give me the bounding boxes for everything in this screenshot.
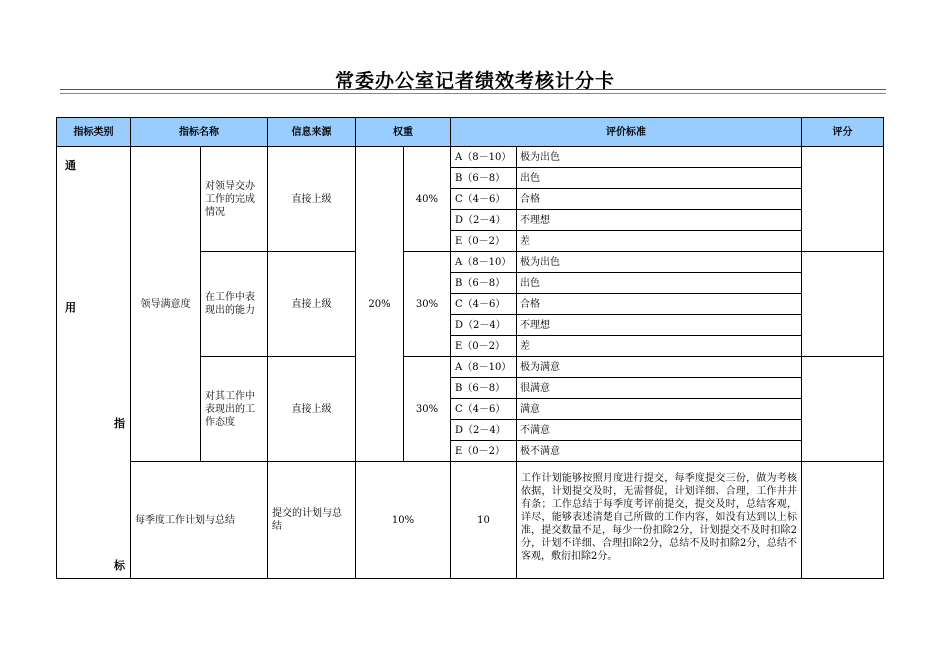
header-row (57, 118, 884, 147)
item-source: 直接上级 (268, 147, 356, 252)
level-desc: 极为出色 (517, 252, 802, 273)
title-rule-bottom (60, 93, 886, 94)
plan-row (57, 462, 884, 579)
level-desc: 极为出色 (517, 147, 802, 168)
plan-name: 每季度工作计划与总结 (131, 462, 268, 579)
level-range: E（0－2） (451, 441, 517, 462)
category-char: 通 (65, 159, 76, 172)
scorecard-table (56, 117, 884, 579)
level-range: C（4－6） (451, 189, 517, 210)
item-name: 在工作中表现出的能力 (201, 252, 268, 357)
header-name: 指标名称 (131, 118, 268, 147)
item-name: 对其工作中表现出的工作态度 (201, 357, 268, 462)
level-range: A（8－10） (451, 147, 517, 168)
score-input-cell[interactable] (802, 147, 884, 252)
level-range: D（2－4） (451, 420, 517, 441)
header-criteria: 评价标准 (451, 118, 802, 147)
category-char: 指 (114, 417, 125, 430)
item-source: 直接上级 (268, 357, 356, 462)
level-range: E（0－2） (451, 336, 517, 357)
score-input-cell[interactable] (802, 252, 884, 357)
header-category: 指标类别 (57, 118, 131, 147)
level-desc: 不理想 (517, 210, 802, 231)
score-input-cell[interactable] (802, 462, 884, 579)
plan-weight: 10% (356, 462, 451, 579)
level-desc: 很满意 (517, 378, 802, 399)
title-rule-top (60, 89, 886, 90)
header-score: 评分 (802, 118, 884, 147)
category-char: 标 (114, 559, 125, 572)
level-range: E（0－2） (451, 231, 517, 252)
plan-score-value: 10 (451, 462, 517, 579)
level-range: D（2－4） (451, 315, 517, 336)
header-source: 信息来源 (268, 118, 356, 147)
header-weight: 权重 (356, 118, 451, 147)
group-weight: 20% (356, 147, 404, 462)
group-name: 领导满意度 (131, 147, 201, 462)
level-desc: 极不满意 (517, 441, 802, 462)
level-range: D（2－4） (451, 210, 517, 231)
item-source: 直接上级 (268, 252, 356, 357)
plan-source: 提交的计划与总结 (268, 462, 356, 579)
level-desc: 不满意 (517, 420, 802, 441)
level-range: C（4－6） (451, 399, 517, 420)
level-range: A（8－10） (451, 252, 517, 273)
item-weight: 30% (404, 252, 451, 357)
page-title: 常委办公室记者绩效考核计分卡 (334, 70, 615, 92)
level-desc: 合格 (517, 189, 802, 210)
level-range: A（8－10） (451, 357, 517, 378)
category-char: 用 (65, 301, 76, 314)
level-desc: 极为满意 (517, 357, 802, 378)
level-desc: 差 (517, 231, 802, 252)
item-weight: 40% (404, 147, 451, 252)
level-range: B（6－8） (451, 273, 517, 294)
level-desc: 满意 (517, 399, 802, 420)
category-cell (57, 147, 131, 579)
score-input-cell[interactable] (802, 357, 884, 462)
plan-criteria: 工作计划能够按照月度进行提交，每季度提交三份，做为考核依据，计划提交及时，无需督促，计划详细、合理，工作井井有条；工作总结于每季度考评前提交，提交及时，总结客观，详尽，能够表述清楚自己所做的工作内容，如没有达到以上标准，提交数量不足，每少一份扣除2分，计划提交不及时扣除2分，计划不详细、合理扣除2分，总结不及时扣除2分，总结不客观，敷衍扣除2分。 (517, 462, 802, 579)
item-weight: 30% (404, 357, 451, 462)
level-range: B（6－8） (451, 168, 517, 189)
level-desc: 不理想 (517, 315, 802, 336)
level-range: B（6－8） (451, 378, 517, 399)
level-desc: 出色 (517, 168, 802, 189)
item-name: 对领导交办工作的完成情况 (201, 147, 268, 252)
level-desc: 出色 (517, 273, 802, 294)
level-desc: 差 (517, 336, 802, 357)
level-desc: 合格 (517, 294, 802, 315)
level-range: C（4－6） (451, 294, 517, 315)
